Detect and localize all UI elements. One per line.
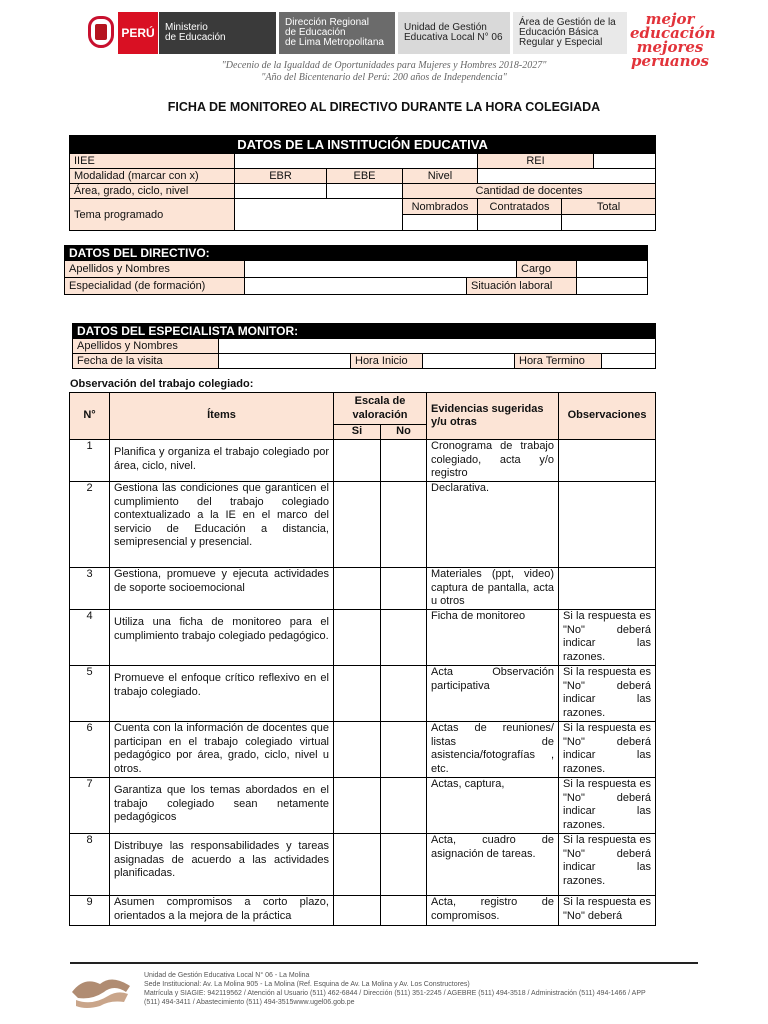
fecha-field[interactable] (219, 354, 351, 369)
situacion-field[interactable] (577, 278, 648, 295)
total-field[interactable] (562, 215, 656, 231)
col-observaciones: Observaciones (559, 393, 656, 440)
table-row (70, 896, 656, 926)
institutional-header (86, 12, 627, 54)
area-label: Área, grado, ciclo, nivel (70, 184, 235, 199)
evidencia-text: Ficha de monitoreo (427, 610, 559, 666)
directivo-table (64, 245, 648, 295)
document-title: FICHA DE MONITOREO AL DIRECTIVO DURANTE LA HORA COLEGIADA (167, 100, 601, 114)
row-number: 9 (70, 896, 110, 926)
nombrados-field[interactable] (403, 215, 478, 231)
cargo-field[interactable] (577, 261, 648, 278)
evidencia-text: Materiales (ppt, video) captura de pantalla, acta u otros (427, 568, 559, 610)
dre-box: Dirección Regional de Educación de Lima Metropolitana (279, 12, 395, 54)
col-n: N° (70, 393, 110, 440)
especialista-apellidos-field[interactable] (219, 339, 656, 354)
evidencia-text: Acta, registro de compromisos. (427, 896, 559, 926)
rei-label: REI (478, 154, 594, 169)
nivel-field[interactable] (478, 169, 656, 184)
hora-inicio-label: Hora Inicio (351, 354, 423, 369)
col-items: Ítems (110, 393, 334, 440)
item-text: Planifica y organiza el trabajo colegiado por área, ciclo, nivel. (110, 440, 334, 482)
area-field[interactable] (235, 184, 327, 199)
situacion-label: Situación laboral (467, 278, 577, 295)
table-row (70, 482, 656, 568)
no-checkbox[interactable] (381, 778, 427, 834)
institution-heading: DATOS DE LA INSTITUCIÓN EDUCATIVA (70, 136, 656, 154)
observacion-label: Observación del trabajo colegiado: (70, 378, 254, 390)
evidencia-text: Actas, captura, (427, 778, 559, 834)
tema-field[interactable] (235, 199, 403, 231)
evidencia-text: Cronograma de trabajo colegiado, acta y/o registro (427, 440, 559, 482)
si-checkbox[interactable] (334, 778, 381, 834)
no-checkbox[interactable] (381, 896, 427, 926)
handshake-logo-icon (70, 966, 134, 1010)
no-checkbox[interactable] (381, 722, 427, 778)
col-no: No (381, 425, 427, 440)
si-checkbox[interactable] (334, 666, 381, 722)
especialista-apellidos-label: Apellidos y Nombres (73, 339, 219, 354)
hora-termino-label: Hora Termino (515, 354, 602, 369)
institution-table (69, 135, 656, 231)
observacion-text: Si la respuesta es "No" deberá indicar las razones. (559, 722, 656, 778)
fecha-label: Fecha de la visita (73, 354, 219, 369)
observation-table (69, 392, 656, 926)
row-number: 4 (70, 610, 110, 666)
especialista-table (72, 323, 656, 369)
especialista-heading: DATOS DEL ESPECIALISTA MONITOR: (73, 324, 656, 339)
observacion-text: Si la respuesta es "No" deberá (559, 896, 656, 926)
table-row (70, 666, 656, 722)
peru-badge: PERÚ (118, 12, 158, 54)
row-number: 6 (70, 722, 110, 778)
col-si: Si (334, 425, 381, 440)
nivel-label: Nivel (403, 169, 478, 184)
tema-label: Tema programado (70, 199, 235, 231)
no-checkbox[interactable] (381, 482, 427, 568)
total-label: Total (562, 199, 656, 215)
directivo-apellidos-label: Apellidos y Nombres (65, 261, 245, 278)
no-checkbox[interactable] (381, 568, 427, 610)
contratados-field[interactable] (478, 215, 562, 231)
table-row (70, 440, 656, 482)
item-text: Utiliza una ficha de monitoreo para el cumplimiento trabajo colegiado pedagógico. (110, 610, 334, 666)
area-field-2[interactable] (327, 184, 403, 199)
hora-inicio-field[interactable] (423, 354, 515, 369)
directivo-apellidos-field[interactable] (245, 261, 517, 278)
no-checkbox[interactable] (381, 440, 427, 482)
observacion-text: Si la respuesta es "No" deberá indicar las razones. (559, 778, 656, 834)
table-row (70, 568, 656, 610)
rei-field[interactable] (594, 154, 656, 169)
evidencia-text: Declarativa. (427, 482, 559, 568)
si-checkbox[interactable] (334, 834, 381, 896)
item-text: Cuenta con la información de docentes que participan en el trabajo colegiado virtual pedagógico por área, grado, ciclo, nivel u otros. (110, 722, 334, 778)
evidencia-text: Actas de reuniones/ listas de asistencia/fotografías , etc. (427, 722, 559, 778)
si-checkbox[interactable] (334, 896, 381, 926)
cargo-label: Cargo (517, 261, 577, 278)
ebe-label: EBE (327, 169, 403, 184)
item-text: Promueve el enfoque crítico reflexivo en el trabajo colegiado. (110, 666, 334, 722)
row-number: 7 (70, 778, 110, 834)
table-row (70, 722, 656, 778)
table-row (70, 610, 656, 666)
row-number: 3 (70, 568, 110, 610)
item-text: Garantiza que los temas abordados en el trabajo colegiado sean netamente pedagógicos (110, 778, 334, 834)
no-checkbox[interactable] (381, 610, 427, 666)
observacion-text: Si la respuesta es "No" deberá indicar las razones. (559, 610, 656, 666)
iiee-label: IIEE (70, 154, 235, 169)
observation-rows (70, 440, 656, 926)
observacion-text (559, 482, 656, 568)
modalidad-label: Modalidad (marcar con x) (70, 169, 235, 184)
area-box: Área de Gestión de la Educación Básica Regular y Especial (513, 12, 627, 54)
decenio-text: "Decenio de la Igualdad de Oportunidades para Mujeres y Hombres 2018-2027" "Año del Bicentenario del Perú: 200 años de Independencia" (221, 60, 547, 83)
evidencia-text: Acta Observación participativa (427, 666, 559, 722)
item-text: Gestiona las condiciones que garanticen el cumplimiento del trabajo colegiado contextualizado a la IE en el marco del servicio de Educación a distancia, semipresencial y presencial. (110, 482, 334, 568)
contratados-label: Contratados (478, 199, 562, 215)
ministry-box: Ministerio de Educación (158, 12, 276, 54)
directivo-heading: DATOS DEL DIRECTIVO: (65, 246, 648, 261)
row-number: 5 (70, 666, 110, 722)
table-row (70, 834, 656, 896)
hora-termino-field[interactable] (602, 354, 656, 369)
col-evidencias: Evidencias sugeridas y/u otras (427, 393, 559, 440)
iiee-field[interactable] (235, 154, 478, 169)
col-escala: Escala de valoración (334, 393, 427, 425)
no-checkbox[interactable] (381, 834, 427, 896)
si-checkbox[interactable] (334, 482, 381, 568)
item-text: Distribuye las responsabilidades y tareas asignadas de acuerdo a las actividades planificadas. (110, 834, 334, 896)
observacion-text: Si la respuesta es "No" deberá indicar las razones. (559, 666, 656, 722)
national-seal-icon (86, 12, 116, 52)
table-row (70, 778, 656, 834)
item-text: Gestiona, promueve y ejecuta actividades de soporte socioemocional (110, 568, 334, 610)
footer-text: Unidad de Gestión Educativa Local N° 06 - La Molina Sede Institucional: Av. La Molina 905 - La Molina (Ref. Esquina de Av. La Molina y Av. Los Constructores) Matrícula y SIAGIE: 942119562 / Atención al Usuario (511) 462-6844 / Dirección (511) 351-2245 / AGEBRE (511) 494-3518 / Administración (511) 494-1466 / APP (511) 494-3411 / Abastecimiento (511) 494-3515www.ugel06.gob.pe (144, 972, 646, 1006)
brand-logo: mejor educación mejores peruanos (630, 10, 716, 70)
cantidad-label: Cantidad de docentes (403, 184, 656, 199)
observacion-text (559, 568, 656, 610)
si-checkbox[interactable] (334, 440, 381, 482)
row-number: 8 (70, 834, 110, 896)
ugel-box: Unidad de Gestión Educativa Local N° 06 (398, 12, 510, 54)
item-text: Asumen compromisos a corto plazo, orientados a la mejora de la práctica (110, 896, 334, 926)
evidencia-text: Acta, cuadro de asignación de tareas. (427, 834, 559, 896)
row-number: 1 (70, 440, 110, 482)
row-number: 2 (70, 482, 110, 568)
no-checkbox[interactable] (381, 666, 427, 722)
si-checkbox[interactable] (334, 568, 381, 610)
ebr-label: EBR (235, 169, 327, 184)
especialidad-field[interactable] (245, 278, 467, 295)
observacion-text (559, 440, 656, 482)
nombrados-label: Nombrados (403, 199, 478, 215)
si-checkbox[interactable] (334, 610, 381, 666)
observacion-text: Si la respuesta es "No" deberá indicar las razones. (559, 834, 656, 896)
especialidad-label: Especialidad (de formación) (65, 278, 245, 295)
si-checkbox[interactable] (334, 722, 381, 778)
footer-rule (70, 962, 698, 964)
